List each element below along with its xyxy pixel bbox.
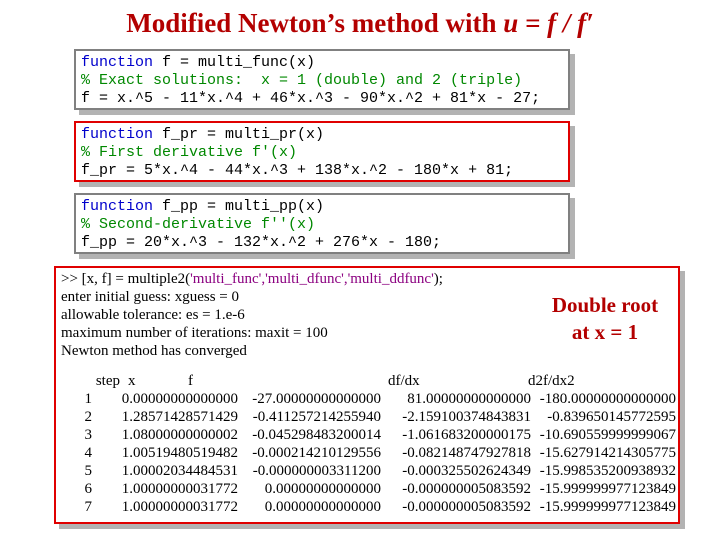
header-x: x <box>128 373 136 389</box>
table-row <box>64 444 676 462</box>
cell-dfdx: 81.00000000000000 <box>407 391 531 407</box>
code-signature: f_pr = multi_pr(x) <box>153 126 325 143</box>
cell-dfdx: -0.082148747927818 <box>402 445 531 461</box>
cell-d2fdx2: -15.627914214305775 <box>539 445 676 461</box>
cell-x: 1.00002034484531 <box>121 463 238 479</box>
command-args: 'multi_func','multi_dfunc','multi_ddfunc' <box>190 271 434 287</box>
cell-f: 0.00000000000000 <box>264 481 381 497</box>
code-body: f = x.^5 - 11*x.^4 + 46*x.^3 - 90*x.^2 + 81*x - 27; <box>81 90 541 107</box>
table-row <box>64 498 676 516</box>
cell-x: 1.00000000031772 <box>121 481 238 497</box>
annotation-at-x: at x = 1 <box>571 320 639 344</box>
console-line: maximum number of iterations: maxit = 100 <box>61 325 328 341</box>
cell-f: -0.411257214255940 <box>252 409 381 425</box>
code-comment: % First derivative f'(x) <box>81 144 298 161</box>
cell-d2fdx2: -15.999999977123849 <box>539 481 676 497</box>
console-line: enter initial guess: xguess = 0 <box>61 289 240 305</box>
code-signature: f = multi_func(x) <box>153 54 316 71</box>
code-keyword: function <box>81 198 154 215</box>
table-row <box>64 480 676 498</box>
code-keyword: function <box>81 126 154 143</box>
annotation-double-root: Double root <box>551 293 659 317</box>
code-body: f_pp = 20*x.^3 - 132*x.^2 + 276*x - 180; <box>81 234 442 251</box>
slide-title <box>0 8 720 39</box>
cell-d2fdx2: -10.690559999999067 <box>539 427 676 443</box>
console-line: Newton method has converged <box>61 343 247 359</box>
cell-d2fdx2: -180.00000000000000 <box>539 391 676 407</box>
cell-f: -27.00000000000000 <box>252 391 381 407</box>
iteration-rows <box>64 390 676 516</box>
code-comment: % Exact solutions: x = 1 (double) and 2 (triple) <box>81 72 523 89</box>
cell-x: 0.00000000000000 <box>121 391 238 407</box>
cell-step: 4 <box>84 445 92 461</box>
table-row <box>64 426 676 444</box>
console-output <box>54 266 680 524</box>
cell-dfdx: -2.159100374843831 <box>402 409 531 425</box>
table-row <box>64 408 676 426</box>
code-block-multi-pp <box>74 193 570 254</box>
code-block-multi-pr <box>74 121 570 182</box>
cell-d2fdx2: -0.839650145772595 <box>547 409 676 425</box>
title-formula: u = f / f′ <box>503 8 594 38</box>
cell-x: 1.00519480519482 <box>121 445 238 461</box>
cell-step: 1 <box>84 391 92 407</box>
cell-dfdx: -0.000000005083592 <box>402 499 531 515</box>
cell-step: 7 <box>84 499 92 515</box>
code-comment: % Second-derivative f''(x) <box>81 216 316 233</box>
header-d2fdx2: d2f/dx2 <box>528 373 575 389</box>
code-keyword: function <box>81 54 154 71</box>
title-prefix: Modified Newton’s method with <box>126 8 504 38</box>
table-header-row <box>64 372 673 390</box>
cell-step: 2 <box>84 409 92 425</box>
header-f: f <box>188 373 193 389</box>
command-suffix: ); <box>433 271 443 287</box>
cell-d2fdx2: -15.999999977123849 <box>539 499 676 515</box>
header-dfdx: df/dx <box>388 373 420 389</box>
iteration-table <box>64 372 673 390</box>
code-body: f_pr = 5*x.^4 - 44*x.^3 + 138*x.^2 - 180*x + 81; <box>81 162 514 179</box>
cell-f: -0.045298483200014 <box>252 427 381 443</box>
console-command <box>61 270 443 288</box>
cell-x: 1.00000000031772 <box>121 499 238 515</box>
cell-f: -0.000000003311200 <box>252 463 381 479</box>
cell-f: -0.000214210129556 <box>252 445 381 461</box>
code-signature: f_pp = multi_pp(x) <box>153 198 325 215</box>
cell-x: 1.28571428571429 <box>121 409 238 425</box>
command-prefix: >> [x, f] = multiple2( <box>61 271 191 287</box>
cell-f: 0.00000000000000 <box>264 499 381 515</box>
cell-dfdx: -0.000325502624349 <box>402 463 531 479</box>
cell-step: 3 <box>84 427 92 443</box>
cell-x: 1.08000000000002 <box>121 427 238 443</box>
cell-step: 6 <box>84 481 92 497</box>
cell-d2fdx2: -15.998535200938932 <box>539 463 676 479</box>
cell-dfdx: -1.061683200000175 <box>402 427 531 443</box>
cell-dfdx: -0.000000005083592 <box>402 481 531 497</box>
table-row <box>64 462 676 480</box>
header-step: step <box>95 373 120 389</box>
cell-step: 5 <box>84 463 92 479</box>
table-row <box>64 390 676 408</box>
console-line: allowable tolerance: es = 1.e-6 <box>61 307 245 323</box>
code-block-multi-func <box>74 49 570 110</box>
